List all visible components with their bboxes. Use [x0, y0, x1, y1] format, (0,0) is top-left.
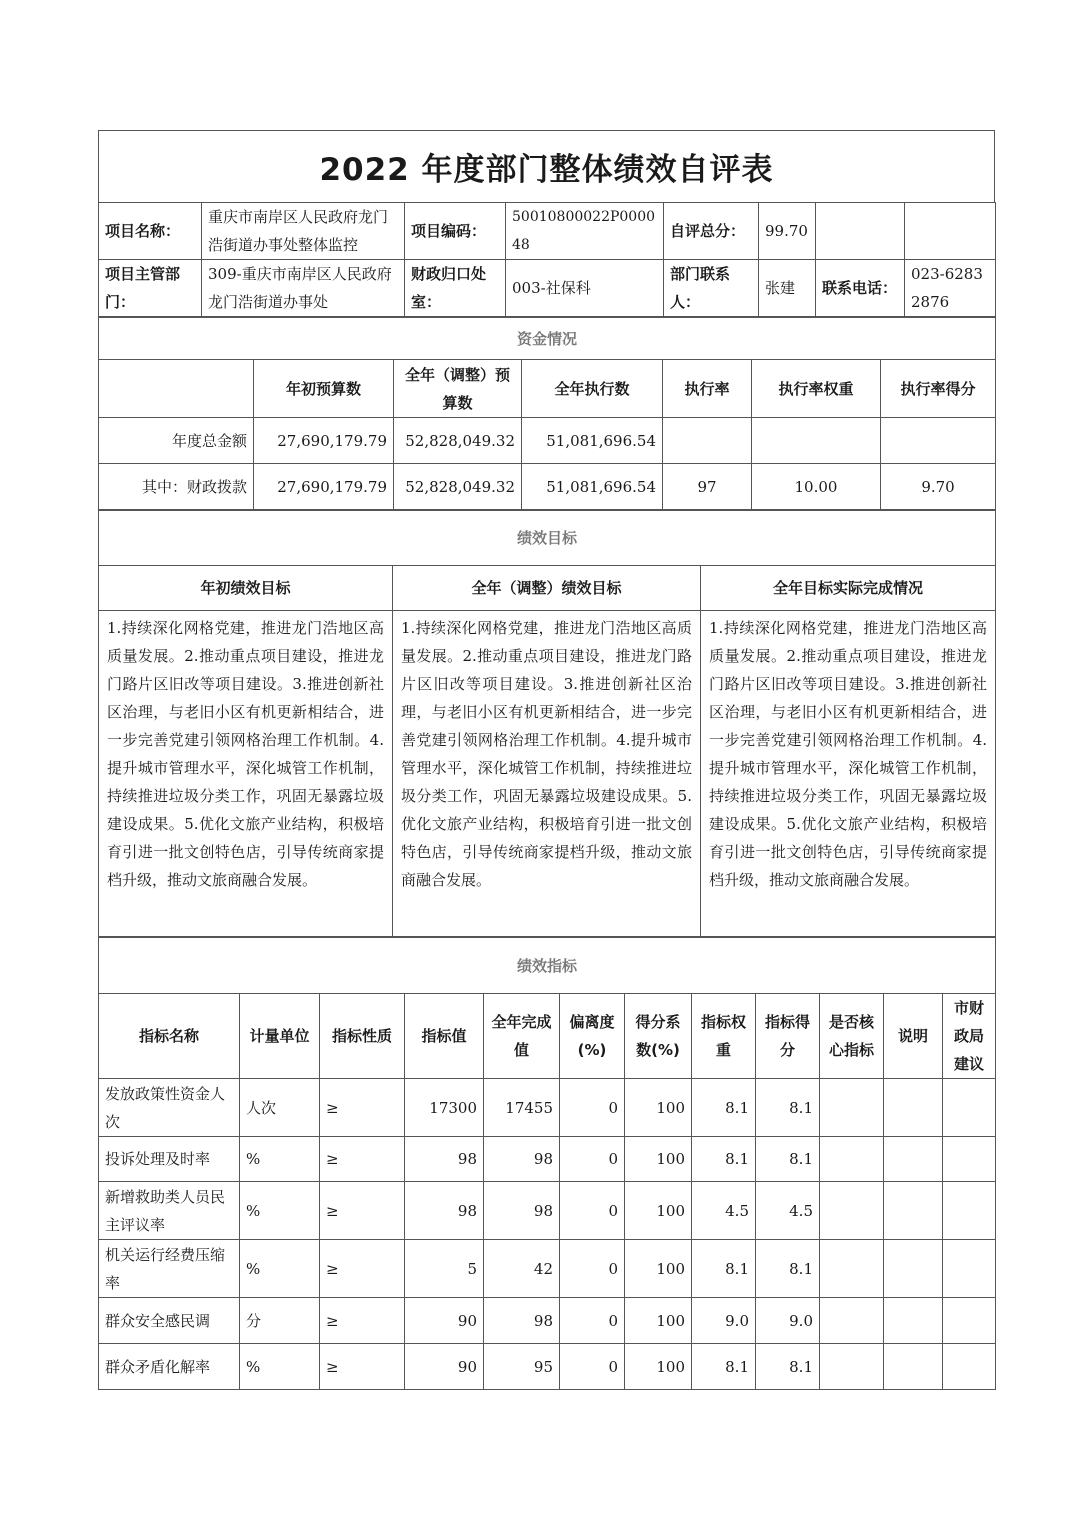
dept-value: 309-重庆市南岸区人民政府龙门浩街道办事处 — [202, 260, 405, 317]
funds-adjusted: 52,828,049.32 — [394, 418, 522, 464]
ind-actual: 98 — [484, 1298, 560, 1344]
ind-deviation: 0 — [560, 1240, 625, 1298]
ind-header-deviation: 偏离度(%) — [560, 994, 625, 1079]
ind-weight: 8.1 — [692, 1079, 756, 1137]
ind-header-coef: 得分系数(%) — [625, 994, 692, 1079]
funds-rate: 97 — [663, 464, 752, 510]
ind-unit: 分 — [240, 1298, 320, 1344]
funds-row-label: 其中：财政拨款 — [99, 464, 254, 510]
empty-cell — [905, 203, 996, 260]
funds-budget: 27,690,179.79 — [254, 464, 394, 510]
ind-core — [820, 1240, 884, 1298]
ind-nature: ≥ — [320, 1298, 405, 1344]
funds-row-label: 年度总金额 — [99, 418, 254, 464]
ind-coef: 100 — [625, 1182, 692, 1240]
funds-table — [98, 317, 996, 510]
ind-score: 8.1 — [756, 1344, 820, 1390]
table-row — [99, 1182, 996, 1240]
finance-office-label: 财政归口处室： — [405, 260, 506, 317]
ind-core — [820, 1298, 884, 1344]
indicators-section-title: 绩效指标 — [99, 938, 996, 994]
ind-unit: 人次 — [240, 1079, 320, 1137]
funds-score: 9.70 — [881, 464, 996, 510]
ind-advice — [943, 1137, 996, 1182]
ind-weight: 8.1 — [692, 1344, 756, 1390]
ind-unit: % — [240, 1344, 320, 1390]
table-row — [99, 1079, 996, 1137]
ind-name: 群众安全感民调 — [99, 1298, 240, 1344]
ind-header-unit: 计量单位 — [240, 994, 320, 1079]
funds-weight — [752, 418, 881, 464]
ind-score: 8.1 — [756, 1240, 820, 1298]
ind-deviation: 0 — [560, 1079, 625, 1137]
funds-section-title: 资金情况 — [99, 318, 996, 360]
funds-weight: 10.00 — [752, 464, 881, 510]
ind-deviation: 0 — [560, 1344, 625, 1390]
ind-header-advice: 市财政局建议 — [943, 994, 996, 1079]
ind-weight: 8.1 — [692, 1240, 756, 1298]
ind-actual: 98 — [484, 1137, 560, 1182]
ind-target: 17300 — [405, 1079, 484, 1137]
ind-advice — [943, 1079, 996, 1137]
ind-header-weight: 指标权重 — [692, 994, 756, 1079]
ind-coef: 100 — [625, 1240, 692, 1298]
funds-score — [881, 418, 996, 464]
ind-advice — [943, 1182, 996, 1240]
ind-advice — [943, 1344, 996, 1390]
funds-header-blank — [99, 360, 254, 418]
ind-nature: ≥ — [320, 1182, 405, 1240]
empty-cell — [816, 203, 905, 260]
ind-nature: ≥ — [320, 1344, 405, 1390]
project-info-table — [98, 202, 996, 317]
project-name-label: 项目名称： — [99, 203, 202, 260]
phone-value: 023-62832876 — [905, 260, 996, 317]
ind-target: 5 — [405, 1240, 484, 1298]
evaluation-form — [98, 130, 995, 1390]
goals-header-initial: 年初绩效目标 — [99, 566, 393, 611]
ind-header-nature: 指标性质 — [320, 994, 405, 1079]
ind-header-target: 指标值 — [405, 994, 484, 1079]
funds-executed: 51,081,696.54 — [522, 418, 663, 464]
project-code-value: 50010800022P000048 — [506, 203, 664, 260]
ind-unit: % — [240, 1182, 320, 1240]
funds-header-weight: 执行率权重 — [752, 360, 881, 418]
ind-deviation: 0 — [560, 1298, 625, 1344]
funds-row-total — [99, 418, 996, 464]
ind-note — [884, 1298, 943, 1344]
funds-executed: 51,081,696.54 — [522, 464, 663, 510]
funds-adjusted: 52,828,049.32 — [394, 464, 522, 510]
indicators-body — [99, 1079, 996, 1390]
form-title: 2022 年度部门整体绩效自评表 — [98, 130, 995, 202]
table-row — [99, 1137, 996, 1182]
ind-actual: 95 — [484, 1344, 560, 1390]
table-row — [99, 1344, 996, 1390]
ind-name: 群众矛盾化解率 — [99, 1344, 240, 1390]
goals-actual-text: 1.持续深化网格党建，推进龙门浩地区高质量发展。2.推动重点项目建设，推进龙门路片区旧改等项目建设。3.推进创新社区治理，与老旧小区有机更新相结合，进一步完善党建引领网格治理工作机制。4.提升城市管理水平，深化城管工作机制，持续推进垃圾分类工作，巩固无暴露垃圾建设成果。5.优化文旅产业结构，积极培育引进一批文创特色店，引导传统商家提档升级，推动文旅商融合发展。 — [701, 611, 996, 937]
goals-initial-text: 1.持续深化网格党建，推进龙门浩地区高质量发展。2.推动重点项目建设，推进龙门路片区旧改等项目建设。3.推进创新社区治理，与老旧小区有机更新相结合，进一步完善党建引领网格治理工作机制。4.提升城市管理水平，深化城管工作机制，持续推进垃圾分类工作，巩固无暴露垃圾建设成果。5.优化文旅产业结构，积极培育引进一批文创特色店，引导传统商家提档升级，推动文旅商融合发展。 — [99, 611, 393, 937]
ind-coef: 100 — [625, 1079, 692, 1137]
ind-actual: 17455 — [484, 1079, 560, 1137]
ind-score: 8.1 — [756, 1079, 820, 1137]
goals-section-title: 绩效目标 — [99, 511, 996, 566]
funds-header-rate: 执行率 — [663, 360, 752, 418]
contact-label: 部门联系人： — [664, 260, 759, 317]
ind-core — [820, 1137, 884, 1182]
indicators-table — [98, 937, 996, 1390]
ind-nature: ≥ — [320, 1079, 405, 1137]
ind-header-name: 指标名称 — [99, 994, 240, 1079]
funds-header-executed: 全年执行数 — [522, 360, 663, 418]
funds-row-fiscal — [99, 464, 996, 510]
funds-budget: 27,690,179.79 — [254, 418, 394, 464]
ind-score: 4.5 — [756, 1182, 820, 1240]
ind-weight: 8.1 — [692, 1137, 756, 1182]
ind-target: 90 — [405, 1344, 484, 1390]
ind-weight: 9.0 — [692, 1298, 756, 1344]
ind-name: 机关运行经费压缩率 — [99, 1240, 240, 1298]
funds-header-adjusted: 全年（调整）预算数 — [394, 360, 522, 418]
contact-value: 张建 — [759, 260, 816, 317]
ind-note — [884, 1182, 943, 1240]
ind-unit: % — [240, 1137, 320, 1182]
dept-label: 项目主管部门： — [99, 260, 202, 317]
self-score-value: 99.70 — [759, 203, 816, 260]
goals-header-adjusted: 全年（调整）绩效目标 — [393, 566, 701, 611]
ind-actual: 98 — [484, 1182, 560, 1240]
ind-core — [820, 1344, 884, 1390]
ind-note — [884, 1079, 943, 1137]
funds-rate — [663, 418, 752, 464]
goals-table — [98, 510, 996, 937]
ind-nature: ≥ — [320, 1137, 405, 1182]
ind-advice — [943, 1240, 996, 1298]
funds-header-budget: 年初预算数 — [254, 360, 394, 418]
funds-header-score: 执行率得分 — [881, 360, 996, 418]
ind-nature: ≥ — [320, 1240, 405, 1298]
table-row — [99, 1240, 996, 1298]
phone-label: 联系电话： — [816, 260, 905, 317]
ind-target: 90 — [405, 1298, 484, 1344]
ind-header-actual: 全年完成值 — [484, 994, 560, 1079]
ind-header-score: 指标得分 — [756, 994, 820, 1079]
ind-coef: 100 — [625, 1344, 692, 1390]
ind-note — [884, 1344, 943, 1390]
ind-name: 发放政策性资金人次 — [99, 1079, 240, 1137]
ind-core — [820, 1182, 884, 1240]
ind-header-core: 是否核心指标 — [820, 994, 884, 1079]
ind-target: 98 — [405, 1182, 484, 1240]
ind-target: 98 — [405, 1137, 484, 1182]
ind-core — [820, 1079, 884, 1137]
ind-unit: % — [240, 1240, 320, 1298]
ind-name: 新增救助类人员民主评议率 — [99, 1182, 240, 1240]
ind-note — [884, 1240, 943, 1298]
ind-deviation: 0 — [560, 1182, 625, 1240]
ind-deviation: 0 — [560, 1137, 625, 1182]
ind-weight: 4.5 — [692, 1182, 756, 1240]
goals-header-actual: 全年目标实际完成情况 — [701, 566, 996, 611]
project-name-value: 重庆市南岸区人民政府龙门浩街道办事处整体监控 — [202, 203, 405, 260]
ind-note — [884, 1137, 943, 1182]
ind-advice — [943, 1298, 996, 1344]
ind-coef: 100 — [625, 1298, 692, 1344]
finance-office-value: 003-社保科 — [506, 260, 664, 317]
ind-coef: 100 — [625, 1137, 692, 1182]
goals-adjusted-text: 1.持续深化网格党建，推进龙门浩地区高质量发展。2.推动重点项目建设，推进龙门路片区旧改等项目建设。3.推进创新社区治理，与老旧小区有机更新相结合，进一步完善党建引领网格治理工作机制。4.提升城市管理水平，深化城管工作机制，持续推进垃圾分类工作，巩固无暴露垃圾建设成果。5.优化文旅产业结构，积极培育引进一批文创特色店，引导传统商家提档升级，推动文旅商融合发展。 — [393, 611, 701, 937]
ind-name: 投诉处理及时率 — [99, 1137, 240, 1182]
ind-actual: 42 — [484, 1240, 560, 1298]
ind-score: 8.1 — [756, 1137, 820, 1182]
ind-score: 9.0 — [756, 1298, 820, 1344]
project-code-label: 项目编码： — [405, 203, 506, 260]
table-row — [99, 1298, 996, 1344]
self-score-label: 自评总分： — [664, 203, 759, 260]
ind-header-note: 说明 — [884, 994, 943, 1079]
